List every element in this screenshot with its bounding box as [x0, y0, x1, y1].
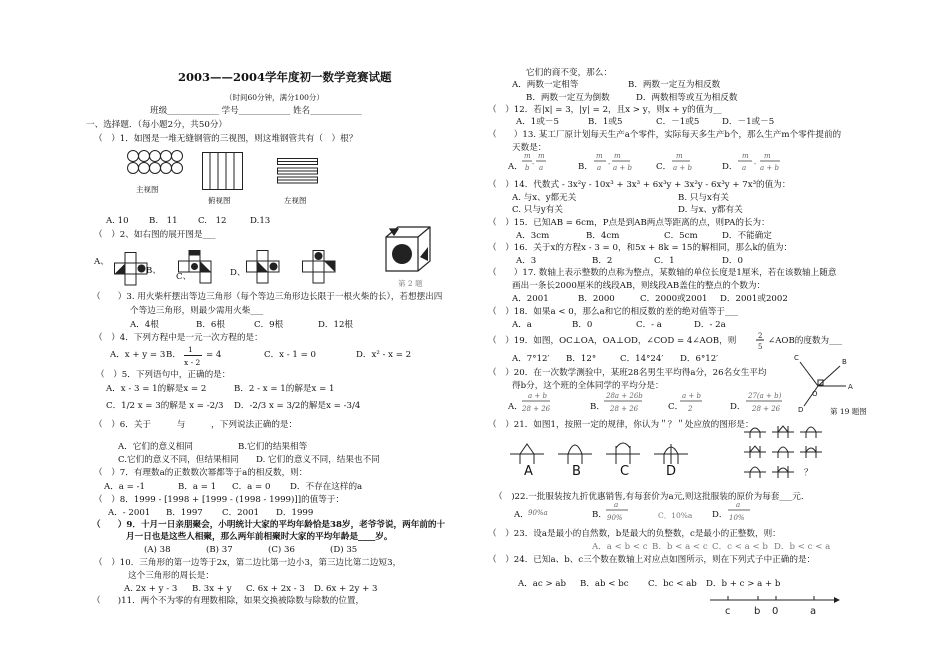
q20-line2: 得b分，这个班的全体同学的平均分是：	[512, 381, 664, 391]
q6-stem: （ ）6．关于 与 ，下列说法正确的是：	[94, 420, 298, 430]
q18-stem: （ ）18．如果a < 0，那么a和它的相反数的差的绝对值等于___	[488, 307, 738, 317]
q12-stem: （ ）12．若|x| = 3，|y| = 2，且x > y，则x + y的值为__	[488, 105, 722, 115]
q22-label-d: D．	[712, 510, 728, 520]
svg-text:a + b: a + b	[673, 164, 692, 172]
q24-option-a: A．ac > ab	[518, 579, 567, 589]
q8-option-c: C．2001	[222, 508, 260, 518]
q14-option-c: C. 只与y有关	[512, 205, 563, 215]
q11-option-b: B．两数一定互为相反数	[628, 80, 721, 90]
svg-text:28 + 26: 28 + 26	[752, 405, 781, 413]
q17-option-c: C．2000或2001	[640, 294, 708, 304]
q15-option-b: B．4cm	[586, 231, 620, 241]
q1-caption-top: 俯视图	[208, 196, 231, 205]
q4-stem: （ ）4．下列方程中是一元一次方程的是：	[94, 333, 263, 343]
svg-text:m: m	[676, 152, 683, 160]
q23-option-c: C．c < a < b	[712, 542, 768, 552]
q15-stem: （ ）15．已知AB = 6cm，P点是到AB两点等距离的点，则PA的长为：	[488, 218, 770, 228]
q1-option-c: C. 12	[198, 216, 227, 226]
svg-text:-: -	[532, 160, 535, 168]
q19-label-a: A	[848, 383, 853, 391]
svg-text:m: m	[524, 152, 531, 160]
q19-stem-tail: ∠AOB的度数为___	[768, 336, 843, 346]
section-heading: 一、选择题．（每小题2分，共50分）	[86, 120, 228, 130]
q20-label-b: B．	[590, 402, 605, 412]
svg-text:m: m	[538, 152, 545, 160]
q15-option-d: D．不能确定	[722, 231, 772, 241]
q21-letter-d: D	[666, 464, 677, 479]
q24-option-c: C．bc < ab	[648, 579, 697, 589]
svg-text:28 + 26: 28 + 26	[522, 405, 551, 413]
svg-text:2: 2	[758, 332, 763, 340]
svg-text:m: m	[764, 152, 771, 160]
q19-stem: （ ）19．如图，OC⊥OA，OA⊥OD，∠COD = 4∠AOB，则	[488, 336, 737, 346]
svg-text:a: a	[539, 164, 544, 172]
q10-line1: （ ）10．三角形的第一边等于2x，第二边比第一边小3，第三边比第二边短3，	[94, 558, 402, 568]
q11-option-c: B．两数一定互为倒数	[526, 93, 610, 103]
q19-label-d: D	[798, 406, 804, 414]
q10-option-d: D. 6x + 2y + 3	[314, 584, 378, 594]
q2-stem: （ ）2、如右图的展开图是___	[94, 230, 216, 240]
q4-option-b-denominator: x - 2	[184, 358, 201, 367]
q23-option-b: B．b < a < c	[652, 542, 708, 552]
q9-line1: （ ）9．十月一日亲朋聚会，小明统计大家的平均年龄恰是38岁，老爷爷说，两年前的十	[92, 520, 446, 530]
q22-stem: （ )22.一批服装按九折优惠销售,有每套价为a元,则这批服装的原价为每套___元.	[494, 492, 804, 502]
q5-option-a: A．x - 3 = 1的解是x = 2	[106, 384, 207, 394]
q12-option-b: B．1或5	[588, 117, 623, 127]
q22-label-a: A．	[514, 510, 529, 520]
q5-stem: （ ）5．下列语句中，正确的是：	[96, 370, 231, 380]
q6-option-c: C.它们的意义不同，但结果相同	[118, 455, 239, 465]
q3-line1: （ ）3. 用火柴杆摆出等边三角形（每个等边三角形边长限于一根火柴的长），若想摆出四	[92, 292, 443, 302]
q9-option-c: (C) 36	[268, 545, 295, 555]
svg-text:m: m	[596, 152, 603, 160]
q6-option-d: D. 它们的意义不同，结果也不同	[256, 455, 380, 465]
q20-label-a: A．	[508, 402, 523, 412]
q23-option-d: D．b < c < a	[774, 542, 831, 552]
q24-axis-c: c	[725, 606, 731, 617]
svg-text:5: 5	[758, 343, 763, 351]
q9-line2: 月一日也是这些人相聚，那么两年前相聚时大家的平均年龄是____岁。	[126, 532, 393, 542]
svg-text:m: m	[742, 152, 749, 160]
q17-option-d: D．2001或2002	[720, 294, 788, 304]
q21-letter-b: B	[572, 464, 581, 479]
q24-option-b: B．ab < bc	[580, 579, 629, 589]
q21-stem: （ ）21．如图1，按照一定的规律，你认为＂？＂处应放的图形是：	[488, 420, 754, 430]
q5-option-c: C．1/2 x = 3的解是 x = -2/3	[106, 401, 224, 411]
q12-option-a: A．1或－5	[516, 117, 559, 127]
svg-text:10%: 10%	[729, 514, 745, 522]
q4-option-b: B．	[166, 350, 181, 360]
q16-option-d: D．0	[722, 256, 743, 266]
q8-option-a: A．- 2001	[108, 508, 151, 518]
q11-continued: 它们的商不变，那么：	[526, 68, 612, 78]
q5-option-d: D．-2/3 x = 3/2的解是x = -3/4	[234, 401, 361, 411]
q10-option-b: B. 3x + y	[192, 584, 232, 594]
svg-text:-: -	[608, 160, 611, 168]
q4-option-b-rhs: = 4	[206, 350, 222, 360]
q9-option-b: (B) 37	[206, 545, 233, 555]
q19-option-a: A．7°12′	[512, 354, 550, 364]
q19-label-b: B	[842, 358, 847, 366]
q14-option-b: B. 只与x有关	[678, 193, 730, 203]
q14-stem: （ ）14．代数式 - 3x²y - 10x³ + 3x³ + 6x³y + 3x²y - 6x³y + 7x³的值为：	[488, 180, 791, 190]
q17-line2: 画出一条长2000厘米的线段AB，则线段AB盖住的整点的个数为：	[512, 281, 766, 291]
q3-option-d: D．12根	[318, 320, 354, 330]
q1-stem: （ ）1．如图是一堆无缝钢管的三视图，则这堆钢管共有（ ）根？	[94, 134, 358, 144]
svg-text:a + b: a + b	[528, 392, 547, 400]
q7-option-d: D．不存在这样的a	[290, 482, 363, 492]
q11-option-a: A．两数一定相等	[512, 80, 579, 90]
q21-letter-c: C	[620, 464, 630, 479]
q5-option-b: B．2 - x = 1的解是x = 1	[234, 384, 335, 394]
svg-text:a: a	[742, 164, 747, 172]
q14-option-a: A. 与x、y都无关	[512, 193, 577, 203]
q24-axis-zero: 0	[772, 606, 779, 617]
q14-option-d: D. 与x、y都有关	[678, 205, 743, 215]
q24-axis-b: b	[754, 606, 761, 617]
q11-stem: （ )11．两个不为零的有理数相除，如果交换被除数与除数的位置，	[92, 596, 365, 606]
q24-stem: （ ）24．已知a、b、c三个数在数轴上对应点如图所示，则在下列式子中正确的是：	[488, 555, 816, 565]
svg-text:b: b	[525, 164, 530, 172]
q13-label-c: C．	[656, 162, 672, 172]
page-title: 2003——2004学年度初一数学竞赛试题	[178, 70, 392, 84]
q2-label-c: C、	[176, 272, 192, 282]
q8-option-d: D．1999	[276, 508, 314, 518]
q15-option-a: A．3cm	[516, 231, 550, 241]
q8-stem: （ ）8．1999 - [1998 + [1999 - (1998 - 1999)]]的值等于：	[94, 495, 345, 505]
q18-option-a: A．a	[512, 320, 532, 330]
q1-option-a: A. 10	[106, 216, 129, 226]
q2-label-b: B、	[146, 266, 161, 276]
student-info-line: 班级____________ 学号____________ 姓名____________	[150, 106, 362, 116]
q18-option-c: C．- a	[636, 320, 662, 330]
q11-option-d: D．两数相等或互为相反数	[636, 93, 738, 103]
q19-figure-caption: 第 19 题图	[830, 407, 867, 416]
q21-question-mark: ？	[804, 468, 813, 478]
q4-option-b-numerator: 1	[188, 345, 193, 354]
svg-text:a + b: a + b	[682, 392, 701, 400]
q3-option-b: B．6根	[196, 320, 225, 330]
q4-option-d: D．x² - x = 2	[356, 350, 412, 360]
q22-option-c: C．10%a	[658, 511, 693, 520]
svg-text:a + b: a + b	[760, 164, 779, 172]
q8-option-b: B．1997	[166, 508, 203, 518]
q23-stem: （ ）23．设a是最小的自然数，b是最大的负整数，c是最小的正整数，则：	[488, 529, 781, 539]
q17-option-a: A．2001	[512, 294, 549, 304]
q7-option-a: A．a = -1	[104, 482, 145, 492]
q1-option-b: B. 11	[149, 216, 178, 226]
q19-option-c: C．14°24′	[620, 354, 664, 364]
q22-label-b: B．	[592, 510, 607, 520]
q18-option-b: B．0	[572, 320, 593, 330]
q19-label-o: O	[812, 390, 818, 398]
q16-stem: （ ）16．关于x的方程x - 3 = 0，和5x + 8k = 15的解相同，那么k的值为：	[488, 243, 793, 253]
q1-caption-main: 主视图	[136, 185, 159, 194]
q19-label-c: C	[794, 354, 799, 362]
q9-option-a: (A) 38	[144, 545, 171, 555]
svg-text:28a + 26b: 28a + 26b	[606, 392, 643, 400]
q7-stem: （ ）7．有理数a的正数数次幂都等于a的相反数，则：	[94, 468, 308, 478]
q1-caption-left: 左视图	[284, 196, 307, 205]
q16-option-a: A．3	[516, 256, 537, 266]
svg-text:m: m	[614, 152, 621, 160]
q4-option-c: C．x - 1 = 0	[264, 350, 316, 360]
q20-label-d: D．	[730, 402, 746, 412]
svg-text:a: a	[614, 501, 619, 509]
q19-option-d: D．6°12′	[680, 354, 719, 364]
q23-option-a: A．a < b < c	[592, 542, 648, 552]
q2-label-a: A、	[94, 257, 109, 267]
q24-option-d: D．b + c > a + b	[706, 579, 781, 589]
q3-option-a: A．4根	[130, 320, 159, 330]
q16-option-b: B．2	[592, 256, 613, 266]
exam-subtitle: （时间60分钟，满分100分）	[225, 93, 324, 102]
q3-option-c: C．9根	[254, 320, 284, 330]
svg-text:a: a	[597, 164, 602, 172]
q10-option-a: A. 2x + y - 3	[124, 584, 178, 594]
q17-line1: （ ）17. 数轴上表示整数的点称为整点，某数轴的单位长度是1厘米，若在该数轴上随意	[488, 268, 837, 278]
q17-option-b: B．2000	[578, 294, 615, 304]
q4-option-a: A．x + y = 3	[110, 350, 166, 360]
svg-text:a + b: a + b	[613, 164, 632, 172]
q24-number-line	[710, 592, 840, 622]
q1-option-d: D.13	[250, 216, 271, 226]
q6-option-b: B.它们的结果相等	[238, 442, 308, 452]
svg-text:-: -	[754, 160, 757, 168]
q10-option-c: C. 6x + 2x - 3	[246, 584, 305, 594]
q2-figure-caption: 第 2 题	[398, 279, 423, 288]
q20-line1: （ ）20．在一次数学测验中，某班28名男生平均得a分，26名女生平均	[488, 368, 767, 378]
q12-option-c: C．－1或5	[656, 117, 700, 127]
q3-line2: 个等边三角形，则最少需用火柴___	[130, 306, 264, 316]
q2-label-d: D、	[230, 268, 246, 278]
q24-axis-a: a	[810, 606, 817, 617]
svg-text:2: 2	[688, 405, 693, 413]
q18-option-d: D．- 2a	[694, 320, 726, 330]
q7-option-b: B．a = 1	[178, 482, 217, 492]
q20-label-c: C．	[668, 402, 684, 412]
svg-text:90%: 90%	[607, 514, 623, 522]
q13-label-d: D．	[722, 162, 738, 172]
q12-option-d: D．－1或－5	[722, 117, 775, 127]
q6-option-a: A．它们的意义相同	[118, 442, 193, 452]
svg-text:a: a	[736, 501, 741, 509]
q16-option-c: C．1	[654, 256, 675, 266]
q19-option-b: B．12°	[566, 354, 597, 364]
q13-label-a: A．	[508, 162, 523, 172]
svg-text:27(a + b): 27(a + b)	[748, 392, 782, 400]
svg-text:90%a: 90%a	[528, 509, 548, 517]
q13-line1: （ ）13. 某工厂原计划每天生产a个零件，实际每天多生产b个，那么生产m个零件提前的	[488, 130, 842, 140]
svg-text:28 + 26: 28 + 26	[610, 405, 639, 413]
q13-line2: 天数是：	[512, 143, 547, 153]
q15-option-c: C．5cm	[664, 231, 698, 241]
q21-letter-a: A	[524, 464, 533, 479]
q9-option-d: (D) 35	[330, 545, 358, 555]
q13-label-b: B．	[578, 162, 593, 172]
q10-line2: 这个三角形的周长是：	[128, 571, 214, 581]
q7-option-c: C．a = 0	[232, 482, 271, 492]
